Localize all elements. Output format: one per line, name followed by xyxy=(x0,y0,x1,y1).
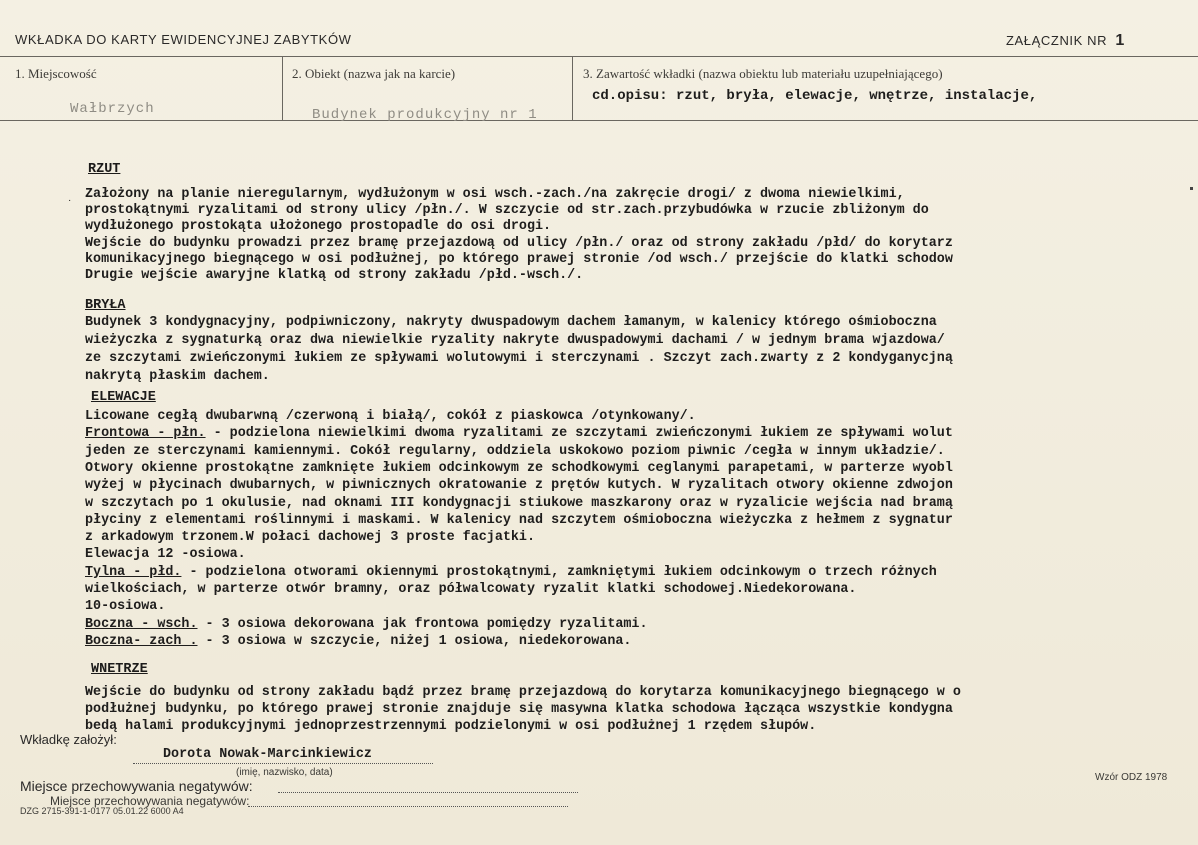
margin-tick: · xyxy=(68,195,72,206)
elewacje-line: płyciny z elementami roślinnymi i maskami. W kalenicy nad szczytem ośmioboczna wieżyczka z hełmem z sygnatur xyxy=(85,512,953,528)
print-code: DZG 2715-391-1-0177 05.01.22 6000 A4 xyxy=(20,806,184,816)
elewacje-line: 10-osiowa. xyxy=(85,599,166,615)
rzut-line: komunikacyjnego biegnącego w osi podłużnej, po którego prawej stronie /od wsch./ przejście do klatki schodow xyxy=(85,251,953,267)
object-value: Budynek produkcyjny nr 1 xyxy=(312,107,538,123)
elewacje-line: Elewacja 12 -osiowa. xyxy=(85,547,246,563)
rzut-line: prostokątnymi ryzalitami od strony ulicy /płn./. W szczycie od str.zach.przybudówka w rzucie zbliżonym do xyxy=(85,203,929,219)
prepared-by-label: Wkładkę założył: xyxy=(20,732,117,747)
rzut-line: Wejście do budynku prowadzi przez bramę przejazdową od ulicy /płn./ oraz od strony zakładu /płd/ do korytarz xyxy=(85,235,953,251)
prepared-by-caption: (imię, nazwisko, data) xyxy=(236,767,333,778)
wnetrze-line: podłużnej budynku, po którego prawej stronie znajduje się masywna klatka schodowa łącząca wszystkie kondygna xyxy=(85,702,953,718)
elewacje-line: Boczna- zach . - 3 osiowa w szczycie, niżej 1 osiowa, niedekorowana. xyxy=(85,633,632,649)
form-code: Wzór ODZ 1978 xyxy=(1095,772,1168,783)
elewacje-line: wielkościach, w parterze otwór bramny, oraz półwalcowaty ryzalit klatki schodowej.Niedekorowana. xyxy=(85,582,857,597)
elewacje-line: Frontowa - płn. - podzielona niewielkimi dwoma ryzalitami ze szczytami zwieńczonymi łukiem ze spływami wolut xyxy=(85,426,953,442)
bryla-line: wieżyczka z sygnaturką oraz dwa niewielkie ryzality nakryte dwuspadowymi dachami / w jednym brama wjazdowa/ xyxy=(85,333,945,348)
object-label: 2. Obiekt (nazwa jak na karcie) xyxy=(292,66,456,81)
section-heading-bryla: BRYŁA xyxy=(85,298,126,313)
prepared-by-line xyxy=(133,763,433,764)
section-heading-wnetrze: WNETRZE xyxy=(91,662,148,677)
elewacje-line: Licowane cegłą dwubarwną /czerwoną i białą/, cokół z piaskowca /otynkowany/. xyxy=(85,409,696,424)
card-title: WKŁADKA DO KARTY EWIDENCYJNEJ ZABYTKÓW xyxy=(15,32,352,47)
rzut-line: Założony na planie nieregularnym, wydłużonym w osi wsch.-zach./na zakręcie drogi/ z dwoma niewielkimi, xyxy=(85,187,905,202)
rzut-line: Drugie wejście awaryjne klatką od strony zakładu /płd.-wsch./. xyxy=(85,268,584,283)
elewacje-line: Otwory okienne prostokątne zamknięte łukiem odcinkowym ze schodkowymi ceglanymi parapetami, w parterze wyobl xyxy=(85,460,953,476)
locality-label: 1. Miejscowość xyxy=(15,66,97,81)
elewacje-line: w szczytach po 1 okulusie, nad oknami III kondygnacji stiukowe maszkarony oraz w ryzalicie wejścia nad bramą xyxy=(85,495,953,511)
elewacje-line: jeden ze sterczynami kamiennymi. Cokół regularny, oddziela uskokowo poziom piwnic /cegła w innym układzie/. xyxy=(85,443,945,459)
divider-col-2 xyxy=(572,56,573,120)
wnetrze-line: Wejście do budynku od strony zakładu bądź przez bramę przejazdową do korytarza komunikacyjnego biegnącego w o xyxy=(85,685,961,700)
wnetrze-line: bedą halami produkcyjnymi jednoprzestrzennymi podzielonymi w osi podłużnej 1 rzędem słupów. xyxy=(85,719,817,735)
elewacje-line: wyżej w płycinach dwubarnych, w piwnicznych okratowanie z prętów kutych. W ryzalitach otwory okienne zdwojon xyxy=(85,478,953,494)
negatives-label: Miejsce przechowywania negatywów: xyxy=(20,778,253,794)
section-heading-rzut: RZUT xyxy=(88,162,121,177)
negatives-line-2 xyxy=(248,806,568,807)
elewacje-line: Boczna - wsch. - 3 osiowa dekorowana jak frontowa pomiędzy ryzalitami. xyxy=(85,616,648,632)
attachment-label-text: ZAŁĄCZNIK NR xyxy=(1006,33,1108,48)
negatives-label-overprint: Miejsce przechowywania negatywów: xyxy=(50,794,250,808)
rzut-line: wydłużonego prostokąta ułożonego prostopadle do osi drogi. xyxy=(85,219,552,235)
attachment-number: 1 xyxy=(1115,32,1125,49)
margin-tick xyxy=(1190,187,1193,190)
bryla-line: nakrytą płaskim dachem. xyxy=(85,369,270,384)
elewacje-line: z arkadowym trzonem.W połaci dachowej 3 proste facjatki. xyxy=(85,530,535,546)
bryla-line: Budynek 3 kondygnacyjny, podpiwniczony, nakryty dwuspadowym dachem łamanym, w kalenicy którego ośmioboczna xyxy=(85,315,937,330)
bryla-line: ze szczytami zwieńczonymi łukiem ze spływami wolutowymi i sterczynami . Szczyt zach.zwarty z 2 kondyganycjną xyxy=(85,351,953,366)
divider-top xyxy=(0,56,1198,57)
section-heading-elewacje: ELEWACJE xyxy=(91,390,156,405)
negatives-line xyxy=(278,792,578,793)
divider-col-1 xyxy=(282,56,283,120)
prepared-by-value: Dorota Nowak-Marcinkiewicz xyxy=(163,747,372,762)
divider-fields xyxy=(0,120,1198,121)
locality-value: Wałbrzych xyxy=(70,101,155,117)
contents-label: 3. Zawartość wkładki (nazwa obiektu lub materiału uzupełniającego) xyxy=(583,66,943,81)
attachment-label xyxy=(1006,32,1125,50)
contents-value: cd.opisu: rzut, bryła, elewacje, wnętrze, instalacje, xyxy=(592,88,1038,104)
elewacje-line: Tylna - płd. - podzielona otworami okiennymi prostokątnymi, zamkniętymi łukiem odcinkowym o trzech różnych xyxy=(85,564,937,580)
